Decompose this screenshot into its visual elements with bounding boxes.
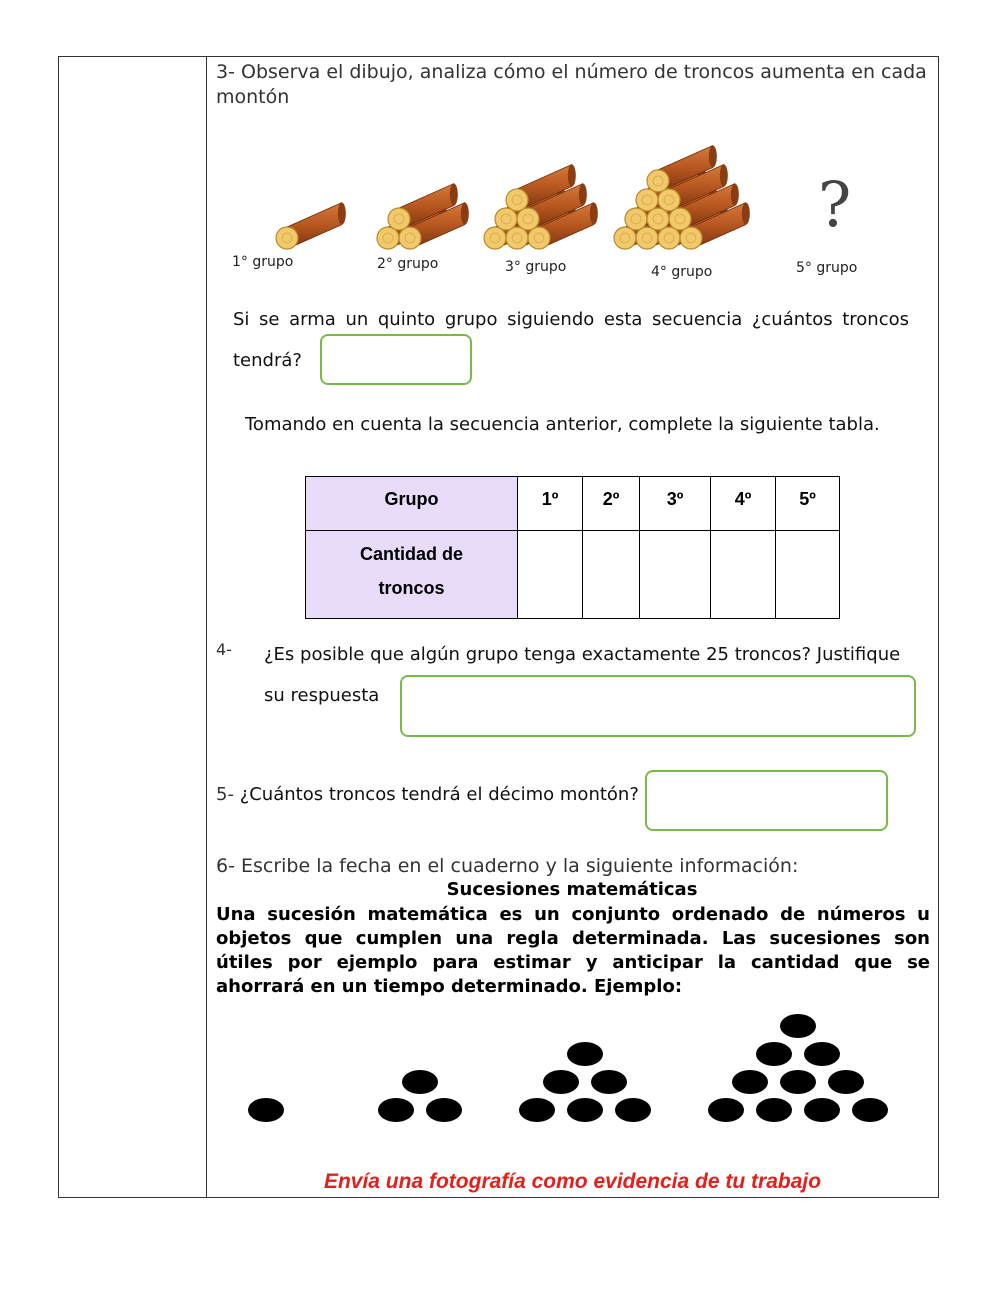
dot [567, 1098, 603, 1122]
question-3-prompt-line2: tendrá? [233, 350, 302, 371]
table-cell-4[interactable] [711, 531, 776, 619]
dot-triangle-4 [708, 1014, 888, 1122]
table-cell-2[interactable] [583, 531, 640, 619]
dot [615, 1098, 651, 1122]
log-end [484, 227, 506, 249]
dot [804, 1098, 840, 1122]
log-end [614, 227, 636, 249]
row-label-line1: Cantidad de [359, 544, 463, 564]
question-5-text: ¿Cuántos troncos tendrá el décimo montón? [239, 784, 639, 805]
log-end [506, 227, 528, 249]
log-end [276, 227, 298, 249]
question-6-text: 6- Escribe la fecha en el cuaderno y la siguiente información: [216, 855, 799, 877]
dot [248, 1098, 284, 1122]
log-pile-3 [484, 165, 598, 249]
table-instruction: Tomando en cuenta la secuencia anterior, complete la siguiente tabla. [245, 414, 880, 435]
row-label-line2: troncos [378, 578, 445, 598]
log-end [625, 208, 647, 230]
question-5-number: 5- [216, 784, 234, 805]
log-end [377, 227, 399, 249]
log-end [658, 189, 680, 211]
table-col-4: 4º [711, 477, 776, 531]
dot [426, 1098, 462, 1122]
dot [519, 1098, 555, 1122]
dot [828, 1070, 864, 1094]
group-label-4: 4° grupo [651, 264, 713, 280]
table-header-grupo: Grupo [306, 477, 518, 531]
log-end [636, 227, 658, 249]
log-end [399, 227, 421, 249]
dot [591, 1070, 627, 1094]
dot [732, 1070, 768, 1094]
table-col-5: 5º [776, 477, 840, 531]
dot-triangle-3 [519, 1042, 651, 1122]
table-cell-1[interactable] [518, 531, 583, 619]
dot [402, 1070, 438, 1094]
table-col-2: 2º [583, 477, 640, 531]
footer-message: Envía una fotografía como evidencia de tu trabajo [323, 1170, 822, 1193]
log-end [669, 208, 691, 230]
log-end [528, 227, 550, 249]
definition-paragraph: Una sucesión matemática es un conjunto ordenado de números u objetos que cumplen una regla determinada. Las sucesiones son útiles por ejemplo para estimar y anticipar la cantidad que se ahorrará en un tiempo determinado. Ejemplo: [216, 904, 930, 997]
dot [378, 1098, 414, 1122]
answer-box-q4[interactable] [400, 675, 916, 737]
log-end [388, 208, 410, 230]
group-label-1: 1° grupo [232, 254, 294, 270]
question-4-number: 4- [216, 640, 232, 659]
log-pile-1 [276, 203, 346, 249]
log-end [506, 189, 528, 211]
log-end [636, 189, 658, 211]
question-3-text: 3- Observa el dibujo, analiza cómo el número de troncos aumenta en cada montón [216, 61, 927, 108]
answer-box-q3[interactable] [320, 334, 472, 385]
dot [804, 1042, 840, 1066]
group-label-3: 3° grupo [505, 259, 567, 275]
dot [756, 1042, 792, 1066]
answer-box-q5[interactable] [645, 770, 888, 831]
table-col-1: 1º [518, 477, 583, 531]
question-mark-icon: ? [818, 168, 852, 241]
dot [780, 1014, 816, 1038]
group-label-2: 2° grupo [377, 256, 439, 272]
log-end [517, 208, 539, 230]
question-3-prompt-line1: Si se arma un quinto grupo siguiendo esta secuencia ¿cuántos troncos [233, 309, 909, 330]
dot-triangle-2 [378, 1070, 462, 1122]
log-pile-2 [377, 184, 469, 249]
table-cell-3[interactable] [640, 531, 711, 619]
log-piles-illustration [205, 120, 905, 260]
table-cell-5[interactable] [776, 531, 840, 619]
dot [543, 1070, 579, 1094]
log-end [647, 170, 669, 192]
log-end [495, 208, 517, 230]
question-5 [216, 784, 639, 805]
dot [780, 1070, 816, 1094]
sequence-table [305, 476, 840, 619]
section-subtitle: Sucesiones matemáticas [446, 879, 698, 900]
dot [567, 1042, 603, 1066]
log-pile-4 [614, 146, 750, 249]
dot-triangle-1 [248, 1098, 284, 1122]
log-end [647, 208, 669, 230]
dot [756, 1098, 792, 1122]
table-row-label [306, 531, 518, 619]
question-4-line1: ¿Es posible que algún grupo tenga exactamente 25 troncos? Justifique [264, 644, 901, 665]
group-label-5: 5° grupo [796, 260, 858, 276]
log-end [680, 227, 702, 249]
dot [708, 1098, 744, 1122]
table-col-3: 3º [640, 477, 711, 531]
question-4-line2: su respuesta [264, 685, 380, 706]
log-end [658, 227, 680, 249]
dot [852, 1098, 888, 1122]
dot-sequence-example [240, 1005, 900, 1135]
